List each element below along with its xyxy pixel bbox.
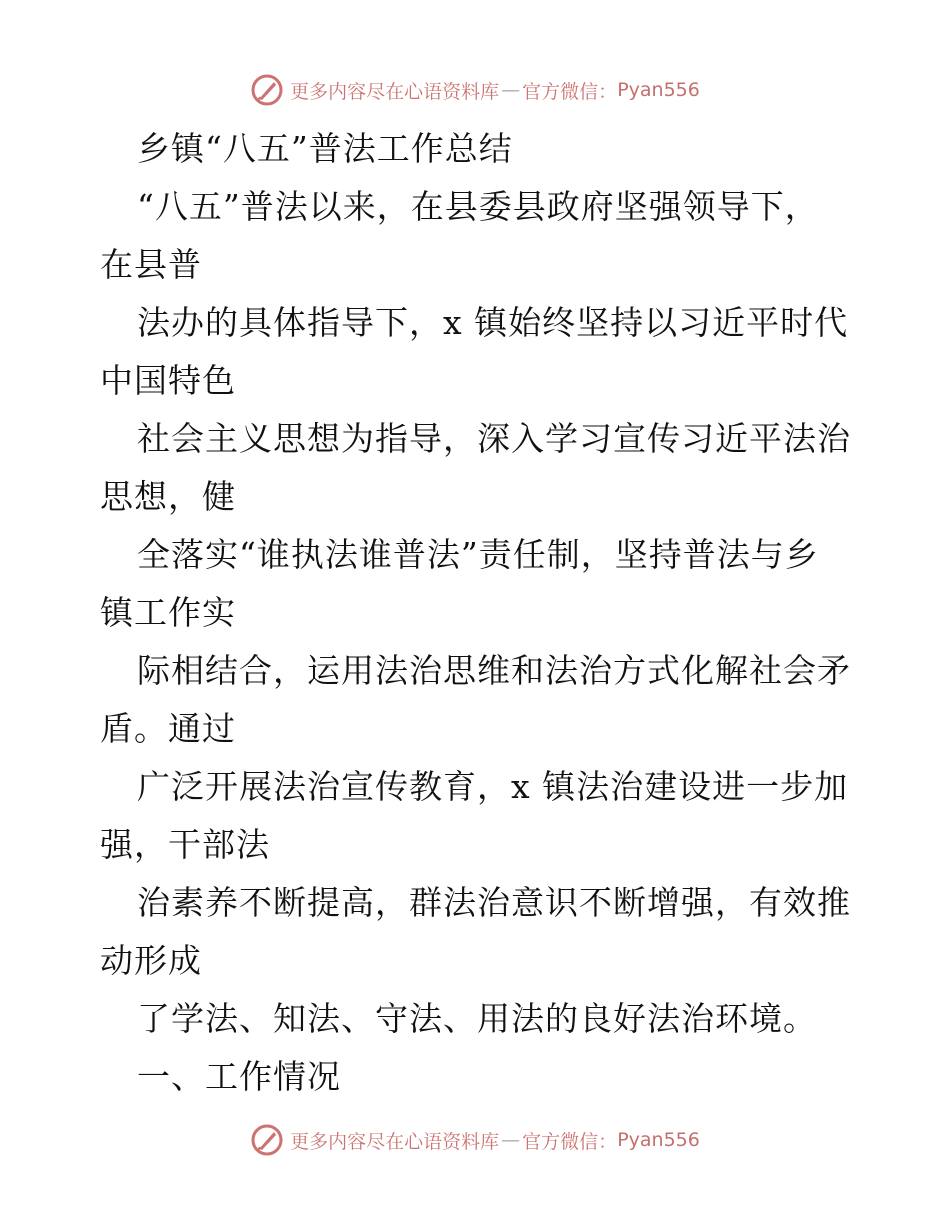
watermark-wechat-id: Pyan556	[617, 1129, 700, 1151]
document-body	[100, 120, 860, 1106]
body-line: “八五”普法以来，在县委县政府坚强领导下，	[137, 187, 819, 226]
body-line: 在县普	[100, 245, 202, 284]
body-line: 思想，健	[100, 477, 236, 516]
document-title: 乡镇“八五”普法工作总结	[137, 129, 513, 168]
footer-watermark	[0, 1120, 950, 1160]
body-line: 镇工作实	[100, 593, 236, 632]
header-watermark	[0, 70, 950, 110]
body-line: 中国特色	[100, 361, 236, 400]
body-line: 了学法、知法、守法、用法的良好法治环境。	[137, 999, 817, 1038]
body-line: 社会主义思想为指导，深入学习宣传习近平法治	[137, 419, 851, 458]
watermark-wechat-label: 官方微信：	[522, 1130, 618, 1153]
body-line: 盾。通过	[100, 709, 236, 748]
watermark-site-text: 更多内容尽在心语资料库	[290, 80, 500, 103]
section-heading: 一、工作情况	[137, 1057, 341, 1096]
body-line: 广泛开展法治宣传教育，x 镇法治建设进一步加	[137, 767, 849, 806]
watermark-wechat-id: Pyan556	[617, 79, 700, 101]
watermark-wechat-label: 官方微信：	[522, 80, 618, 103]
watermark-separator: —	[501, 79, 521, 101]
watermark-site-text: 更多内容尽在心语资料库	[290, 1130, 500, 1153]
body-line: 法办的具体指导下，x 镇始终坚持以习近平时代	[137, 303, 849, 342]
quill-logo-icon	[250, 1123, 284, 1157]
body-line: 动形成	[100, 941, 202, 980]
body-line: 全落实“谁执法谁普法”责任制，坚持普法与乡	[137, 535, 819, 574]
body-line: 际相结合，运用法治思维和法治方式化解社会矛	[137, 651, 851, 690]
body-line: 强，干部法	[100, 825, 270, 864]
watermark-separator: —	[501, 1129, 521, 1151]
quill-logo-icon	[250, 73, 284, 107]
body-line: 治素养不断提高，群法治意识不断增强，有效推	[137, 883, 851, 922]
